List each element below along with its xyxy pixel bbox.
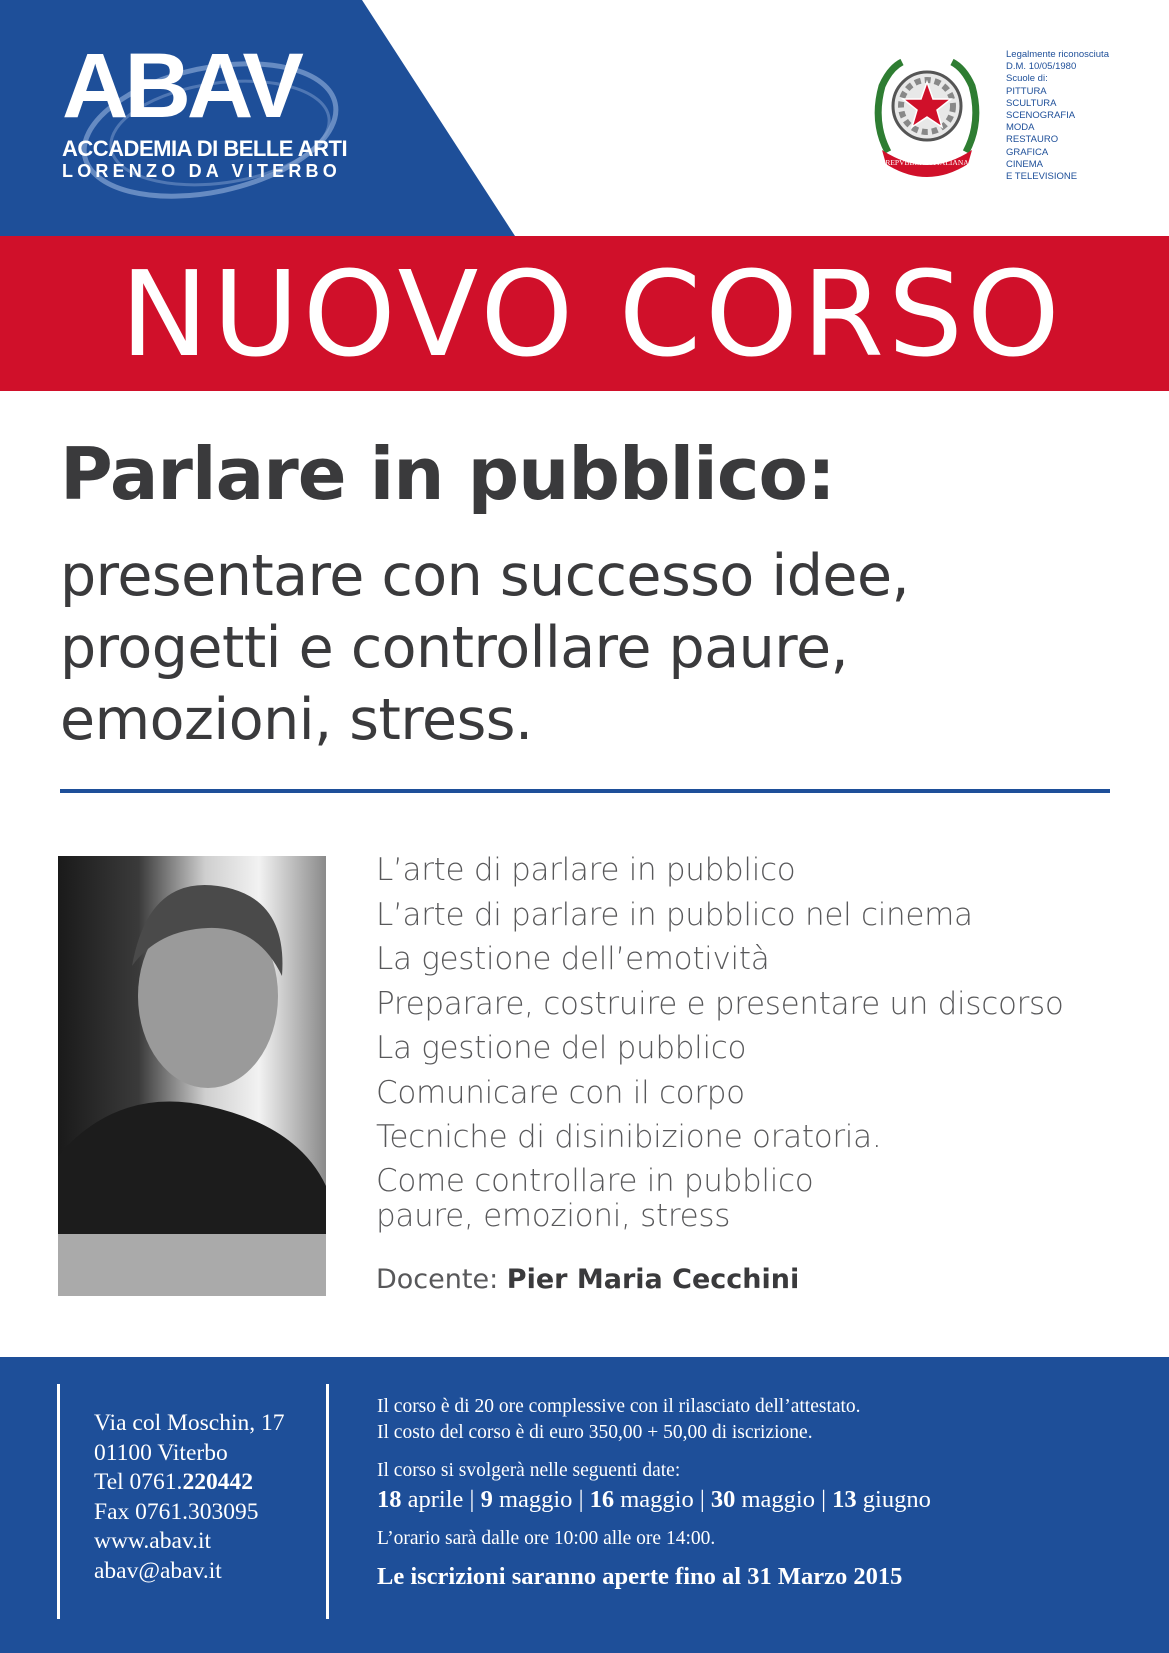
topic-item: Tecniche di disinibizione oratoria. <box>376 1119 882 1155</box>
teacher-photo <box>58 856 326 1296</box>
fax: Fax 0761.303095 <box>94 1498 259 1525</box>
enrollment-deadline: Le iscrizioni saranno aperte fino al 31 Marzo 2015 <box>377 1563 903 1590</box>
logo-title: ABAV <box>62 35 300 137</box>
website-link[interactable]: www.abav.it <box>94 1528 212 1555</box>
date-day: 13 <box>832 1486 857 1513</box>
logo-academy-name: ACCADEMIA DI BELLE ARTI <box>62 136 348 161</box>
info-cost: Il costo del corso è di euro 350,00 + 50,00 di iscrizione. <box>377 1422 813 1443</box>
teacher-name: Pier Maria Cecchini <box>506 1264 800 1295</box>
abav-logo <box>60 35 360 208</box>
contact-block <box>94 1409 284 1587</box>
email-link[interactable]: abav@abav.it <box>94 1557 222 1584</box>
topic-item: L’arte di parlare in pubblico nel cinema <box>376 896 973 933</box>
legal-line: E TELEVISIONE <box>1006 171 1078 183</box>
legal-line: CINEMA <box>1006 158 1043 170</box>
info-hours: Il corso è di 20 ore complessive con il rilasciato dell’attestato. <box>377 1396 861 1417</box>
legal-line: D.M. 10/05/1980 <box>1006 61 1077 73</box>
date-day: 30 <box>710 1486 736 1513</box>
address: Via col Moschin, 17 <box>94 1410 285 1436</box>
legal-line: Scuole di: <box>1006 73 1048 85</box>
date-day: 16 <box>589 1486 615 1513</box>
legal-line: SCENOGRAFIA <box>1006 110 1076 122</box>
course-topics-list <box>376 848 1064 1234</box>
date-month: giugno <box>862 1486 931 1513</box>
teacher-label: Docente: <box>376 1264 499 1295</box>
legal-line: RESTAURO <box>1006 134 1059 146</box>
divider <box>60 789 1110 793</box>
subtitle-line: presentare con successo idee, <box>60 543 910 609</box>
topic-item: L’arte di parlare in pubblico <box>376 852 796 888</box>
legal-line: MODA <box>1006 122 1035 134</box>
date-month: maggio <box>498 1486 573 1513</box>
dates-intro: Il corso si svolgerà nelle seguenti date: <box>377 1460 681 1481</box>
teacher-portrait-image <box>58 856 326 1234</box>
course-info-block <box>377 1394 931 1590</box>
course-subtitle <box>60 540 1120 756</box>
topic-item: La gestione del pubblico <box>376 1030 747 1066</box>
telephone <box>94 1468 284 1498</box>
italian-republic-emblem-icon <box>868 52 986 180</box>
topic-item: Come controllare in pubblico <box>376 1162 814 1199</box>
topic-item: paure, emozioni, stress <box>376 1197 731 1234</box>
subtitle-line: emozioni, stress. <box>60 687 533 753</box>
teacher-line <box>376 1264 799 1295</box>
date-day: 18 <box>377 1486 402 1513</box>
topic-item-multiline <box>376 1164 1064 1234</box>
footer-divider-middle <box>326 1384 329 1619</box>
topic-item: Comunicare con il corpo <box>376 1074 745 1111</box>
legal-recognition-text <box>1006 49 1109 183</box>
city: 01100 Viterbo <box>94 1439 228 1466</box>
schedule: L’orario sarà dalle ore 10:00 alle ore 14:00. <box>377 1528 716 1549</box>
footer-divider-left <box>57 1384 60 1619</box>
date-day: 9 <box>480 1486 493 1513</box>
course-title: Parlare in pubblico: <box>60 432 835 516</box>
topic-item: Preparare, costruire e presentare un discorso <box>376 985 1064 1022</box>
date-month: maggio <box>620 1486 694 1513</box>
course-dates: 18 aprile | 9 maggio | 16 maggio | 30 maggio | 13 giugno <box>377 1486 931 1513</box>
subtitle-line: progetti e controllare paure, <box>60 615 849 681</box>
banner-title: NUOVO CORSO <box>120 245 1064 383</box>
emblem-ribbon-text: REPVBBLICA ITALIANA <box>885 158 969 167</box>
date-month: aprile <box>407 1486 464 1513</box>
topic-item: La gestione dell’emotività <box>376 941 770 977</box>
legal-line: GRAFICA <box>1006 146 1049 158</box>
telephone-number: 220442 <box>182 1469 253 1496</box>
telephone-prefix: Tel 0761. <box>94 1469 183 1496</box>
date-month: maggio <box>741 1486 815 1513</box>
legal-line: SCULTURA <box>1006 97 1057 109</box>
logo-academy-place: LORENZO DA VITERBO <box>62 161 341 181</box>
legal-line: PITTURA <box>1006 85 1047 97</box>
legal-line: Legalmente riconosciuta <box>1006 49 1109 60</box>
